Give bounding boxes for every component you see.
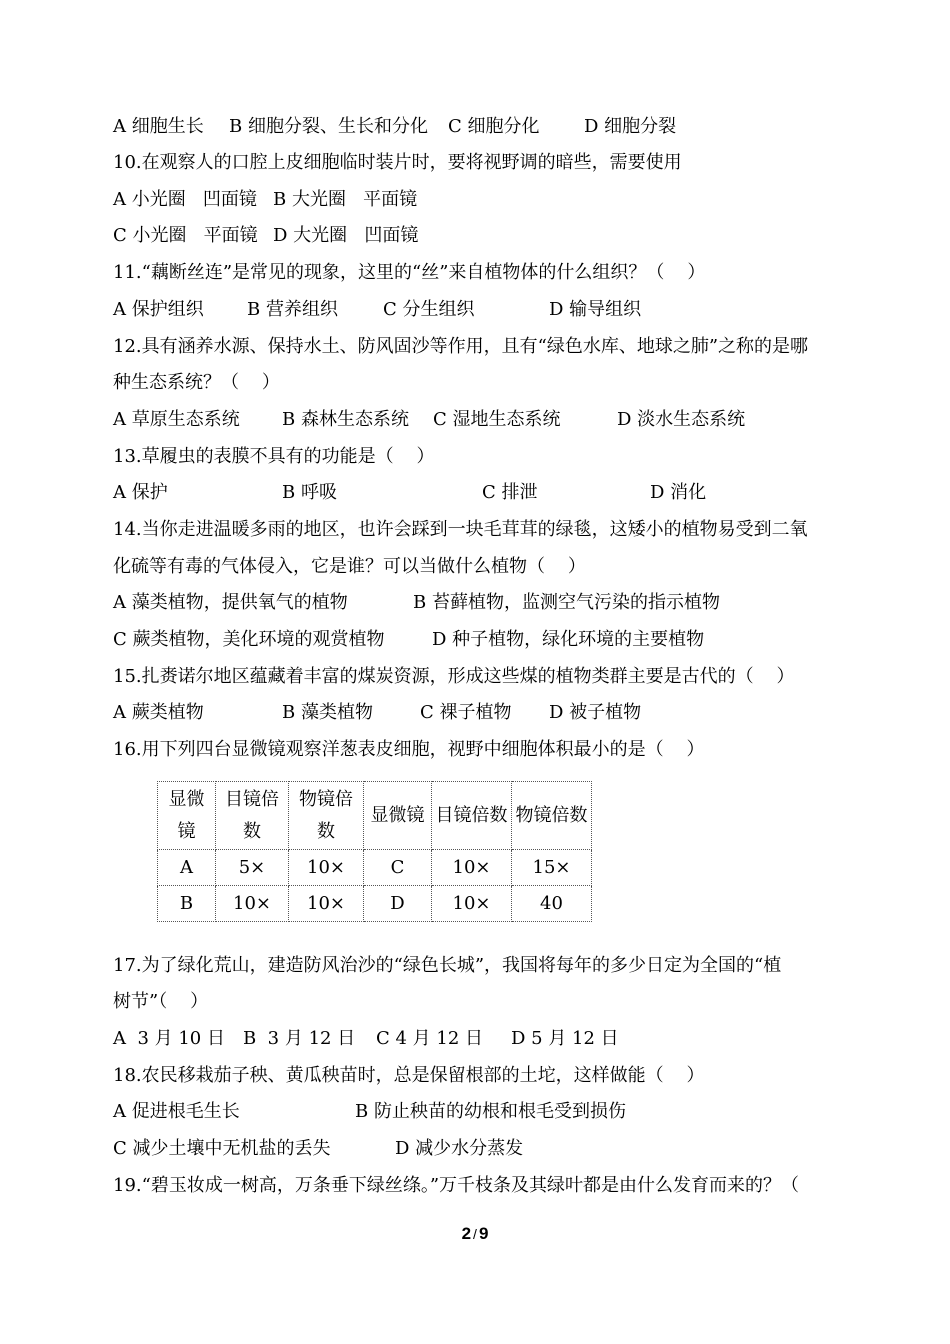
q12-stem-line2: 种生态系统？（ ） <box>113 372 280 393</box>
q14-option-b: B 苔藓植物，监测空气污染的指示植物 <box>413 592 720 613</box>
table-cell: D <box>364 886 432 922</box>
table-cell: 10× <box>289 886 364 922</box>
table-row <box>158 886 592 922</box>
q11-option-d: D 输导组织 <box>549 299 642 320</box>
table-header-cell: 显微 镜 <box>158 782 216 850</box>
q17-option-c: C 4 月 12 日 <box>376 1028 484 1049</box>
q17-option-d: D 5 月 12 日 <box>511 1028 619 1049</box>
q12-stem-line1: 12.具有涵养水源、保持水土、防风固沙等作用，且有“绿色水库、地球之肺”之称的是哪 <box>113 336 809 357</box>
q11-option-a: A 保护组织 <box>113 299 204 320</box>
q12-option-b: B 森林生态系统 <box>282 409 409 430</box>
table-header-cell: 显微镜 <box>364 782 432 850</box>
q10-option-c: C 小光圈 平面镜 <box>113 225 258 246</box>
table-cell: 5× <box>216 850 289 886</box>
q14-stem-line2: 化硫等有毒的气体侵入，它是谁？可以当做什么植物（ ） <box>113 556 586 577</box>
table-cell: 10× <box>289 850 364 886</box>
q10-option-b: B 大光圈 平面镜 <box>273 189 418 210</box>
q12-option-a: A 草原生态系统 <box>113 409 240 430</box>
q13-option-d: D 消化 <box>650 482 707 503</box>
q9-option-b: B 细胞分裂、生长和分化 <box>229 116 428 137</box>
table-cell: 15× <box>512 850 592 886</box>
q17-stem-line2: 树节”（ ） <box>113 991 209 1012</box>
q13-option-a: A 保护 <box>113 482 168 503</box>
q10-stem: 10.在观察人的口腔上皮细胞临时装片时，要将视野调的暗些，需要使用 <box>113 152 682 173</box>
q18-option-c: C 减少土壤中无机盐的丢失 <box>113 1138 331 1159</box>
table-cell: 40 <box>512 886 592 922</box>
q12-option-d: D 淡水生态系统 <box>617 409 746 430</box>
table-header-cell: 物镜倍 数 <box>289 782 364 850</box>
q18-option-a: A 促进根毛生长 <box>113 1101 240 1122</box>
table-header-cell: 目镜倍 数 <box>216 782 289 850</box>
q17-option-b: B 3 月 12 日 <box>243 1028 356 1049</box>
q14-option-c: C 蕨类植物，美化环境的观赏植物 <box>113 629 385 650</box>
table-cell: B <box>158 886 216 922</box>
q15-option-b: B 藻类植物 <box>282 702 373 723</box>
current-page: 2 <box>461 1224 472 1243</box>
q19-stem: 19.“碧玉妆成一树高，万条垂下绿丝绦。”万千枝条及其绿叶都是由什么发育而来的？（ <box>113 1175 800 1196</box>
q15-option-d: D 被子植物 <box>549 702 642 723</box>
q15-option-a: A 蕨类植物 <box>113 702 204 723</box>
table-cell: C <box>364 850 432 886</box>
microscope-table <box>157 781 592 922</box>
q14-stem-line1: 14.当你走进温暖多雨的地区，也许会踩到一块毛茸茸的绿毯，这矮小的植物易受到二氧 <box>113 519 808 540</box>
table-cell: 10× <box>432 886 512 922</box>
q16-stem: 16.用下列四台显微镜观察洋葱表皮细胞，视野中细胞体积最小的是（ ） <box>113 739 705 760</box>
q13-option-b: B 呼吸 <box>282 482 337 503</box>
q11-option-c: C 分生组织 <box>383 299 475 320</box>
q17-option-a: A 3 月 10 日 <box>113 1028 225 1049</box>
table-cell: 10× <box>432 850 512 886</box>
table-header-row <box>158 782 592 850</box>
table-cell: 10× <box>216 886 289 922</box>
q11-stem: 11.“藕断丝连”是常见的现象，这里的“丝”来自植物体的什么组织？（ ） <box>113 262 706 283</box>
q9-option-c: C 细胞分化 <box>448 116 540 137</box>
q17-stem-line1: 17.为了绿化荒山，建造防风治沙的“绿色长城”，我国将每年的多少日定为全国的“植 <box>113 955 782 976</box>
q14-option-a: A 藻类植物，提供氧气的植物 <box>113 592 348 613</box>
q10-option-d: D 大光圈 凹面镜 <box>273 225 419 246</box>
q13-option-c: C 排泄 <box>482 482 538 503</box>
page-separator: / <box>473 1226 477 1242</box>
q11-option-b: B 营养组织 <box>247 299 338 320</box>
q10-option-a: A 小光圈 凹面镜 <box>113 189 257 210</box>
q14-option-d: D 种子植物，绿化环境的主要植物 <box>432 629 705 650</box>
table-row <box>158 850 592 886</box>
total-pages: 9 <box>478 1224 489 1243</box>
q12-option-c: C 湿地生态系统 <box>433 409 561 430</box>
table-header-cell: 目镜倍数 <box>432 782 512 850</box>
q13-stem: 13.草履虫的表膜不具有的功能是（ ） <box>113 446 435 467</box>
q9-option-a: A 细胞生长 <box>113 116 204 137</box>
table-cell: A <box>158 850 216 886</box>
q15-stem: 15.扎赉诺尔地区蕴藏着丰富的煤炭资源，形成这些煤的植物类群主要是古代的（ ） <box>113 666 795 687</box>
q9-option-d: D 细胞分裂 <box>584 116 677 137</box>
table-header-cell: 物镜倍数 <box>512 782 592 850</box>
q15-option-c: C 裸子植物 <box>420 702 512 723</box>
q18-stem: 18.农民移栽茄子秧、黄瓜秧苗时，总是保留根部的土坨，这样做能（ ） <box>113 1065 705 1086</box>
q18-option-d: D 减少水分蒸发 <box>395 1138 524 1159</box>
q18-option-b: B 防止秧苗的幼根和根毛受到损伤 <box>355 1101 626 1122</box>
page-number <box>0 1224 950 1244</box>
